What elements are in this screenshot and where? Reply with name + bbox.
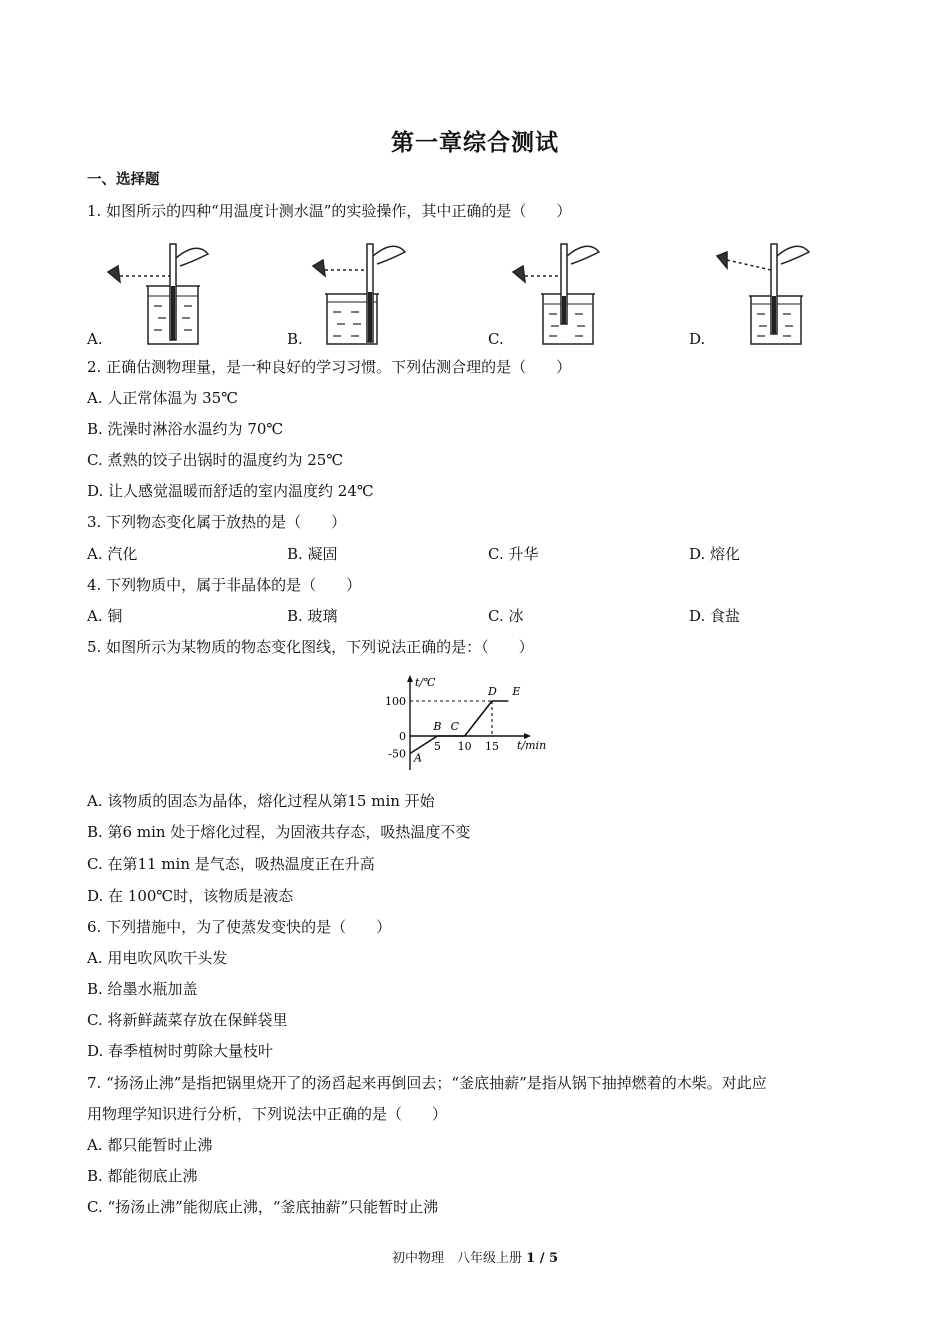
q5-option-d: D. 在 100℃时，该物质是液态 [87, 887, 294, 905]
q3-option-c: C. 升华 [488, 545, 539, 563]
point-label: A [414, 751, 422, 765]
y-axis-arrow [407, 675, 413, 682]
q6-option-a: A. 用电吹风吹干头发 [87, 949, 228, 967]
point-label: B [433, 720, 442, 733]
section-heading: 一、选择题 [87, 172, 160, 188]
page-title: 第一章综合测试 [391, 130, 559, 156]
q1-option-c: C. [488, 330, 504, 348]
q5-option-b: B. 第6 min 处于熔化过程，为固液共存态，吸热温度不变 [87, 823, 471, 841]
q2-option-b: B. 洗澡时淋浴水温约为 70℃ [87, 420, 284, 438]
q1-figure-b [305, 236, 415, 348]
question-5-stem: 5. 如图所示为某物质的物态变化图线，下列说法正确的是：（ ） [87, 638, 534, 656]
q6-option-b: B. 给墨水瓶加盖 [87, 980, 198, 998]
q5-option-c: C. 在第11 min 是气态，吸热温度正在升高 [87, 855, 375, 873]
q1-option-a: A. [87, 330, 103, 348]
q4-option-a: A. 铜 [87, 607, 123, 625]
q7-option-a: A. 都只能暂时止沸 [87, 1136, 213, 1154]
q3-option-a: A. 汽化 [87, 545, 138, 563]
question-1-stem: 1. 如图所示的四种“用温度计测水温”的实验操作，其中正确的是（ ） [87, 202, 572, 220]
q7-option-b: B. 都能彻底止沸 [87, 1167, 198, 1185]
q4-option-c: C. 冰 [488, 607, 524, 625]
q3-option-b: B. 凝固 [287, 545, 338, 563]
q2-option-a: A. 人正常体温为 35℃ [87, 389, 239, 407]
footer-text: 初中物理 八年级上册 [391, 1251, 522, 1266]
q6-option-c: C. 将新鲜蔬菜存放在保鲜袋里 [87, 1011, 288, 1029]
y-tick-label: -50 [388, 747, 406, 761]
point-label: D [488, 685, 497, 698]
q1-figure-a [100, 236, 210, 348]
page-number: 1 / 5 [526, 1251, 559, 1266]
phase-change-chart [378, 670, 558, 776]
x-tick-label: 5 [433, 740, 441, 753]
q1-figure-d [705, 236, 815, 348]
page-footer [0, 1247, 950, 1266]
q1-option-d: D. [689, 330, 706, 348]
question-6-stem: 6. 下列措施中，为了使蒸发变快的是（ ） [87, 918, 392, 936]
q4-option-b: B. 玻璃 [287, 607, 338, 625]
q2-option-d: D. 让人感觉温暖而舒适的室内温度约 24℃ [87, 482, 374, 500]
x-tick-label: 15 [485, 740, 499, 753]
point-label: E [512, 685, 521, 698]
question-7-stem-line2: 用物理学知识进行分析，下列说法中正确的是（ ） [87, 1105, 448, 1123]
q5-option-a: A. 该物质的固态为晶体，熔化过程从第15 min 开始 [87, 792, 435, 810]
q4-option-d: D. 食盐 [689, 607, 741, 625]
y-tick-label: 0 [399, 730, 406, 743]
q1-option-b: B. [287, 330, 303, 348]
q2-option-c: C. 煮熟的饺子出锅时的温度约为 25℃ [87, 451, 344, 469]
q6-option-d: D. 春季植树时剪除大量枝叶 [87, 1042, 274, 1060]
question-3-stem: 3. 下列物态变化属于放热的是（ ） [87, 513, 347, 531]
point-label: C [450, 720, 460, 733]
q7-option-c: C. “扬汤止沸”能彻底止沸，“釜底抽薪”只能暂时止沸 [87, 1198, 439, 1216]
question-7-stem-line1: 7. “扬汤止沸”是指把锅里烧开了的汤舀起来再倒回去；“釜底抽薪”是指从锅下抽掉燃着的木柴。对此应 [87, 1074, 767, 1092]
x-tick-label: 10 [457, 740, 472, 753]
data-segment [465, 701, 492, 736]
question-2-stem: 2. 正确估测物理量，是一种良好的学习习惯。下列估测合理的是（ ） [87, 358, 572, 376]
q1-figure-c [505, 236, 615, 348]
y-axis-label: t/℃ [415, 676, 436, 689]
question-4-stem: 4. 下列物质中，属于非晶体的是（ ） [87, 576, 362, 594]
q3-option-d: D. 熔化 [689, 545, 741, 563]
x-axis-label: t/min [517, 739, 547, 752]
y-tick-label: 100 [385, 695, 406, 708]
